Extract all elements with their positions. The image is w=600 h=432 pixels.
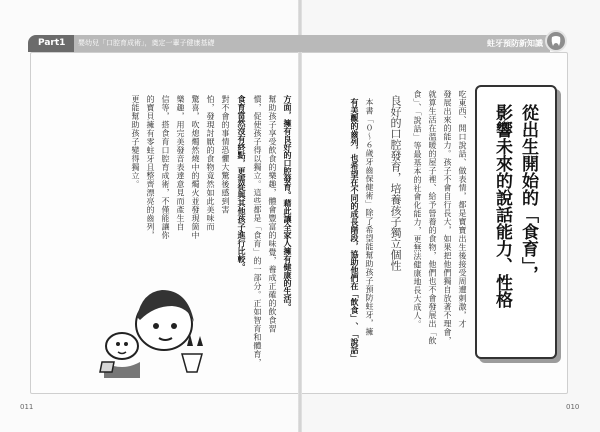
left-body-line-1: 方面，擁有良好的口腔發育。藉此讓全家人擁有健康的生活。 xyxy=(283,95,292,311)
book-gutter xyxy=(298,0,302,432)
body-line-1: 本書「０～６歲牙齒保健術」除了希望能幫助孩子預防蛀牙，擁 xyxy=(365,98,374,336)
left-page-number: 011 xyxy=(20,403,34,411)
left-header-title: 嬰幼兒「口腔育成術」，奠定一輩子健康基礎 xyxy=(78,39,215,47)
left-body-line-6: 怕，發現討厭的食物竟然如此美味而 xyxy=(206,95,215,231)
tooth-icon xyxy=(545,30,567,52)
left-body-line-2: 幫助孩子享受飲食的樂趣，體會豐富的味覺，養成正確的飲食習 xyxy=(268,95,277,333)
left-body-line-3: 慣，促使孩子得以獨立。這些都是「食育」的一部分。正如智育和體育， xyxy=(253,95,262,367)
part-label: Part1 xyxy=(28,35,74,52)
intro-line-1: 吃東西、開口說話、做表情，都是寶寶出生後接受周遭刺激，才 xyxy=(458,90,467,328)
right-page-number: 010 xyxy=(566,403,580,411)
left-body-line-11: 更能幫助孩子變得獨立。 xyxy=(131,95,140,189)
intro-line-4: 食」、「說話」等最基本的社會化能力，更無法健康地長大成人。 xyxy=(413,90,422,329)
left-body-line-4: 食育當然沒有終點，更需從與其他孩子進行比較。 xyxy=(237,95,246,271)
body-line-2: 有美觀的齒列，也希望在不同的成長階段，協助他們在「飲食」、「說話」 xyxy=(350,98,359,362)
chapter-title-line-1: 從出生開始的「食育」， xyxy=(518,104,538,283)
family-meal-illustration xyxy=(92,262,212,382)
left-body-line-8: 樂趣，用完美發音表達意見而產生自 xyxy=(176,95,185,231)
left-body-line-9: 信等，搭食育口腔育成術，不僅能讓你 xyxy=(161,95,170,240)
chapter-title-line-2: 影響未來的說話能力、性格 xyxy=(492,104,512,308)
right-header-title: 蛀牙預防新知識 xyxy=(487,39,543,48)
intro-line-3: 就算生活在溫暖的屋子裡、給予營養的食物，他們也不會發展出「飲 xyxy=(428,90,437,345)
left-body-line-10: 的寶貝擁有零蛀牙且整齊漂亮的齒列， xyxy=(146,95,155,240)
left-body-line-5: 對不會的事情恐懼大驚後感到害 xyxy=(221,95,230,214)
left-body-line-7: 驚喜，吹熄燭然燒中的燭火並發現箇中 xyxy=(191,95,200,240)
section-subheading: 良好的口腔發育，培養孩子獨立個性 xyxy=(389,95,402,271)
intro-line-2: 發展出來的能力。孩子不會自行長大，如果把他們獨自放著不理會， xyxy=(443,90,452,345)
